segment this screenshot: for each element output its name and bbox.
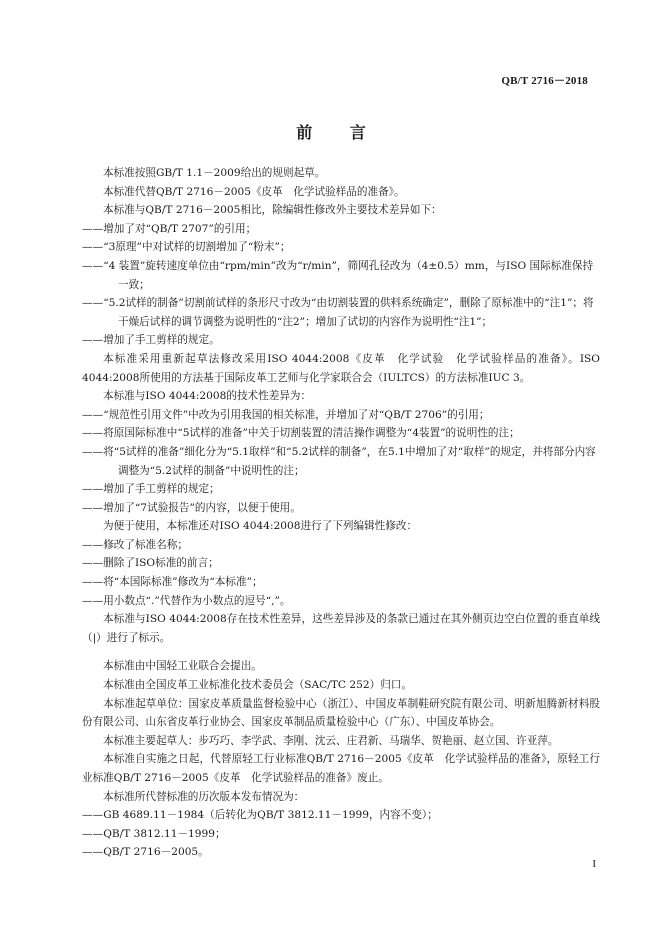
paragraph: 本标准起草单位：国家皮革质量监督检验中心（浙江）、中国皮革制鞋研究院有限公司、明新旭腾新材料股份有限公司、山东省皮革行业协会、国家皮革制品质量检验中心（广东）、中国皮革协会。 <box>82 697 600 729</box>
paragraph: 本标准由全国皮革工业标准化技术委员会（SAC/TC 252）归口。 <box>103 679 412 692</box>
paragraph: 本标准代替QB/T 2716－2005《皮革 化学试验样品的准备》。 <box>103 185 405 198</box>
paragraph: 本标准与ISO 4044:2008的技术性差异为： <box>103 390 312 403</box>
paragraph: 本标准自实施之日起，代替原轻工行业标准QB/T 2716－2005《皮革 化学试验样品的准备》，原轻工行业标准QB/T 2716－2005《皮革 化学试验样品的准备》废止。 <box>82 753 600 784</box>
list-item: ——将“5试样的准备”细化分为“5.1取样”和“5.2试样的制备”，在5.1中增加了对“取样”的规定，并将部分内容调整为“5.2试样的制备”中说明性的注； <box>82 445 596 477</box>
section-gap <box>82 647 600 657</box>
paragraph: 为便于使用，本标准还对ISO 4044:2008进行了下列编辑性修改： <box>103 520 418 533</box>
paragraph: 本标准与ISO 4044:2008存在技术性差异，这些差异涉及的条款已通过在其外侧页边空白位置的垂直单线（|）进行了标示。 <box>82 613 600 644</box>
list-item: ——“4 装置”旋转速度单位由“rpm/min”改为“r/min”，筛网孔径改为（4±0.5）mm，与ISO 国际标准保持一致； <box>82 259 594 291</box>
paragraph: 本标准采用重新起草法修改采用ISO 4044:2008《皮革 化学试验 化学试验样品的准备》。ISO 4044:2008所使用的方法基于国际皮革工艺师与化学家联合会（IULTCS）的方法标准IUC 3。 <box>82 352 600 384</box>
list-item: ——增加了手工剪样的规定； <box>82 483 220 496</box>
list-item: ——用小数点“.”代替作为小数点的逗号“,”。 <box>82 594 291 607</box>
list-item: ——修改了标准名称； <box>82 538 188 551</box>
document-body <box>82 164 600 862</box>
list-item: ——增加了“7试验报告”的内容，以便于使用。 <box>82 501 301 514</box>
list-item: ——增加了对“QB/T 2707”的引用； <box>82 222 257 235</box>
list-item: ——“规范性引用文件”中改为引用我国的相关标准，并增加了对“QB/T 2706”的引用； <box>82 408 490 421</box>
list-item: ——QB/T 3812.11－1999； <box>82 827 226 840</box>
paragraph: 本标准与QB/T 2716－2005相比，除编辑性修改外主要技术差异如下： <box>103 204 442 217</box>
list-item: ——增加了手工剪样的规定。 <box>82 334 220 347</box>
list-item: ——QB/T 2716－2005。 <box>82 846 209 859</box>
page-number: I <box>592 858 596 870</box>
list-item: ——删除了ISO标准的前言； <box>82 557 219 570</box>
paragraph: 本标准所代替标准的历次版本发布情况为： <box>103 790 305 803</box>
list-item: ——将“本国际标准”修改为“本标准”； <box>82 576 263 589</box>
standard-code: QB/T 2716－2018 <box>501 75 588 87</box>
list-item: ——“5.2试样的制备”切割前试样的条形尺寸改为“由切割装置的供料系统确定”，删除了原标准中的“注1”；将干燥后试样的调节调整为说明性的“注2”；增加了试切的内容作为说明性“注1”； <box>82 297 594 328</box>
page-title: 前 言 <box>296 123 382 142</box>
list-item: ——GB 4689.11－1984（后转化为QB/T 3812.11－1999，内容不变）； <box>82 809 438 822</box>
paragraph: 本标准按照GB/T 1.1－2009给出的规则起草。 <box>103 167 326 179</box>
list-item: ——“3原理”中对试样的切割增加了“粉末”； <box>82 241 291 254</box>
paragraph: 本标准主要起草人：步巧巧、李学武、李刚、沈云、庄君新、马瑞华、贺艳丽、赵立国、许亚萍。 <box>103 734 559 747</box>
list-item: ——将原国际标准中“5试样的准备”中关于切割装置的清洁操作调整为“4装置”的说明性的注； <box>82 427 520 440</box>
paragraph: 本标准由中国轻工业联合会提出。 <box>103 660 262 673</box>
